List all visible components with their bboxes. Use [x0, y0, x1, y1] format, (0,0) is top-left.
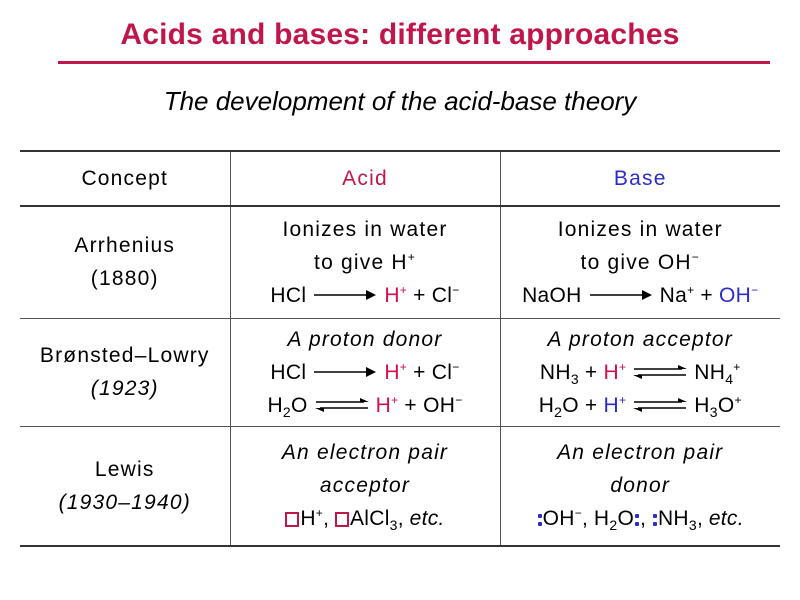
- charge: −: [455, 392, 463, 407]
- base-definition-line2: donor: [610, 474, 671, 498]
- symbol: + Cl: [413, 360, 453, 384]
- symbol: H: [384, 283, 400, 307]
- symbol: + OH: [404, 393, 456, 417]
- slide-title: Acids and bases: different approaches: [120, 18, 680, 51]
- concept-cell-arrhenius: [20, 206, 230, 318]
- reactant-water: [267, 389, 307, 422]
- example-hydroxide: [537, 502, 588, 535]
- symbol: H: [384, 360, 400, 384]
- acid-definition-line2: [231, 246, 500, 279]
- concept-year: (1923): [90, 377, 159, 400]
- concept-name: Arrhenius: [74, 234, 176, 258]
- symbol: H: [538, 393, 555, 417]
- base-definition-line1: Ionizes in water: [557, 217, 723, 241]
- subscript: 2: [609, 517, 618, 534]
- reactant-ammonia: [540, 356, 579, 389]
- subscript: 3: [389, 517, 398, 534]
- charge: −: [691, 249, 700, 264]
- symbol: NH: [539, 360, 571, 384]
- subscript: 3: [709, 403, 718, 420]
- charge: +: [734, 392, 742, 407]
- product-oh: [719, 279, 758, 312]
- charge: +: [399, 359, 408, 374]
- symbol: H: [300, 507, 316, 531]
- comma: ,: [323, 507, 329, 531]
- base-cell-bronsted: [500, 318, 780, 426]
- product-hydronium: [694, 389, 742, 422]
- header-concept: Concept: [20, 151, 230, 206]
- concept-name: Brønsted–Lowry: [39, 344, 210, 367]
- charge: −: [574, 506, 583, 521]
- concept-cell-bronsted: [20, 318, 230, 426]
- product-cl: [413, 279, 459, 312]
- table-row-lewis: [20, 426, 780, 546]
- charge: −: [452, 359, 460, 374]
- acid-base-table: [20, 150, 780, 547]
- header-row: [20, 151, 780, 206]
- base-equation-1: [501, 356, 781, 389]
- base-definition-line2: [501, 246, 781, 279]
- charge: −: [452, 282, 460, 297]
- subscript: 4: [725, 370, 734, 387]
- reactant: NaOH: [522, 283, 582, 307]
- charge: −: [751, 282, 759, 297]
- symbol: NH: [694, 360, 726, 384]
- base-equation-2: [501, 389, 781, 422]
- charge: +: [315, 506, 324, 521]
- symbol: H: [603, 393, 619, 417]
- symbol: NH: [657, 507, 689, 531]
- example-water: [594, 502, 646, 535]
- acid-cell-bronsted: [230, 318, 500, 426]
- example-ammonia: [652, 502, 703, 535]
- empty-orbital-icon: [285, 512, 299, 527]
- concept-year: (1930–1940): [58, 490, 191, 514]
- etc-text: etc.: [708, 507, 744, 531]
- etc-text: etc.: [409, 507, 445, 531]
- reaction-arrow-icon: [588, 288, 654, 302]
- symbol: O: [717, 393, 735, 417]
- base-cell-arrhenius: [500, 206, 780, 318]
- symbol: O: [291, 393, 308, 417]
- text: to give H: [314, 250, 408, 274]
- text: to give OH: [580, 250, 692, 274]
- plus-sign: +: [584, 393, 598, 417]
- comma: ,: [696, 507, 703, 531]
- charge: +: [391, 392, 399, 407]
- comma: ,: [640, 507, 646, 531]
- empty-orbital-icon: [335, 512, 349, 527]
- title-underline: [58, 61, 770, 64]
- equilibrium-arrow-icon: [632, 364, 688, 380]
- lone-pair-icon: [537, 513, 543, 527]
- reactant: HCl: [270, 283, 307, 307]
- subscript: 3: [688, 517, 697, 534]
- symbol: H: [593, 507, 610, 531]
- plus-sign: +: [584, 360, 598, 384]
- charge: +: [407, 249, 416, 264]
- example-alcl3: [335, 502, 404, 535]
- example-proton: [285, 502, 329, 535]
- symbol: OH: [542, 507, 575, 531]
- subscript: 2: [554, 403, 563, 420]
- acid-equation-1: [231, 356, 500, 389]
- charge: +: [687, 282, 695, 297]
- symbol: Na: [659, 283, 688, 307]
- base-definition: A proton acceptor: [547, 327, 733, 351]
- header-base: Base: [500, 151, 780, 206]
- charge: +: [733, 359, 741, 374]
- charge: +: [618, 359, 627, 374]
- acid-definition-line1: An electron pair: [281, 441, 449, 465]
- slide-subtitle: The development of the acid-base theory: [163, 86, 637, 116]
- base-examples: [501, 502, 781, 535]
- symbol: O: [562, 393, 579, 417]
- table-row-bronsted: [20, 318, 780, 426]
- product-ammonium: [694, 356, 740, 389]
- symbol: OH: [718, 283, 752, 307]
- reactant-h: [603, 356, 626, 389]
- reactant-water: [539, 389, 579, 422]
- equilibrium-arrow-icon: [314, 397, 370, 413]
- base-cell-lewis: [500, 426, 780, 546]
- concept-year: (1880): [90, 267, 159, 291]
- symbol: + Cl: [413, 283, 453, 307]
- acid-definition-line1: Ionizes in water: [282, 217, 448, 241]
- acid-equation-2: [231, 389, 500, 422]
- subscript: 2: [282, 403, 291, 420]
- acid-cell-lewis: [230, 426, 500, 546]
- comma: ,: [397, 507, 404, 531]
- header-acid: Acid: [230, 151, 500, 206]
- plus-sign: +: [700, 283, 713, 307]
- lone-pair-icon: [652, 513, 658, 527]
- acid-cell-arrhenius: [230, 206, 500, 318]
- base-definition-line1: An electron pair: [557, 441, 724, 465]
- reactant: HCl: [270, 360, 307, 384]
- equilibrium-arrow-icon: [632, 397, 688, 413]
- lone-pair-icon: [634, 513, 640, 527]
- symbol: H: [267, 393, 283, 417]
- reaction-arrow-icon: [312, 288, 378, 302]
- charge: +: [618, 392, 627, 407]
- symbol: O: [617, 507, 635, 531]
- comma: ,: [582, 507, 588, 531]
- acid-definition-line2: acceptor: [319, 474, 411, 498]
- subscript: 3: [570, 370, 579, 387]
- symbol: H: [375, 393, 392, 417]
- acid-definition: A proton donor: [287, 327, 443, 351]
- product-cl: [413, 356, 459, 389]
- reaction-arrow-icon: [312, 365, 378, 379]
- symbol: H: [603, 360, 619, 384]
- product-h: [376, 389, 399, 422]
- product-h: [384, 356, 407, 389]
- symbol: AlCl: [349, 507, 390, 531]
- table-row-arrhenius: [20, 206, 780, 318]
- concept-name: Lewis: [94, 457, 155, 481]
- product-h: [384, 279, 407, 312]
- charge: +: [399, 282, 408, 297]
- base-equation: [501, 279, 781, 312]
- reactant-h: [603, 389, 626, 422]
- acid-examples: [231, 502, 500, 535]
- symbol: H: [694, 393, 710, 417]
- concept-cell-lewis: [20, 426, 230, 546]
- product-oh: [404, 389, 462, 422]
- product-na: [660, 279, 695, 312]
- acid-equation: [231, 279, 500, 312]
